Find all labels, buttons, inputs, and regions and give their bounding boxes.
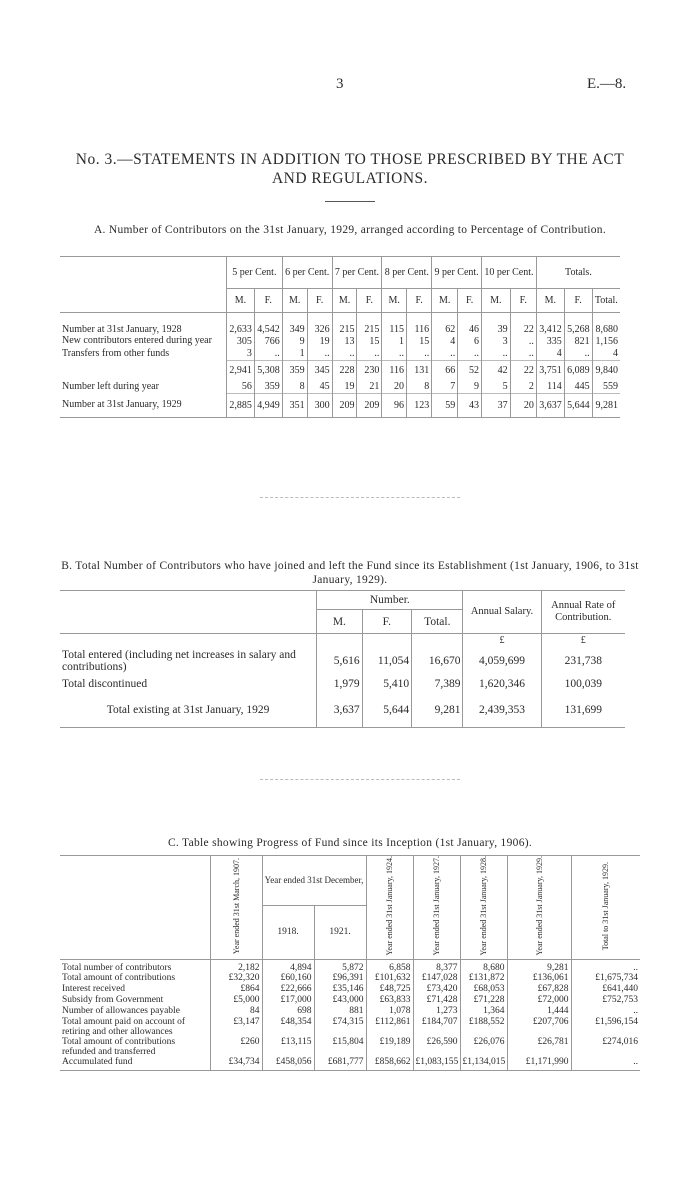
percentage-group-header: 10 per Cent. xyxy=(482,257,537,289)
row-label: Number of allowances payable xyxy=(62,1005,180,1016)
cell: £26,781 xyxy=(507,1037,571,1057)
cell: 1,156 xyxy=(592,335,620,348)
cell: 209 xyxy=(357,394,382,418)
cell: 8,680 xyxy=(460,959,507,973)
row-label: Number at 31st January, 1929 xyxy=(60,394,227,418)
cell: 66 xyxy=(432,361,458,381)
col-1929-text: Year ended 31st January, 1929. xyxy=(534,856,544,956)
cell: 305 xyxy=(227,335,255,348)
cell: £67,828 xyxy=(507,984,571,995)
cell: £26,076 xyxy=(460,1037,507,1057)
col-total-header xyxy=(571,856,640,960)
row-label: New contributors entered during year xyxy=(62,335,212,346)
title-divider xyxy=(325,201,375,202)
cell: £32,320 xyxy=(210,973,262,984)
cell: £1,675,734 xyxy=(571,973,640,984)
section-b-table-wrap xyxy=(60,590,625,728)
cell: 5,872 xyxy=(314,959,366,973)
sub-header: F. xyxy=(564,289,592,313)
col-total-text: Total to 31st January, 1929. xyxy=(601,861,611,950)
cell: 326 xyxy=(307,313,332,335)
cell: 359 xyxy=(282,361,307,381)
cell: 1 xyxy=(382,335,407,348)
cell: .. xyxy=(432,348,458,361)
cell: £112,861 xyxy=(366,1017,413,1037)
cell: £63,833 xyxy=(366,995,413,1006)
cell: 5 xyxy=(482,381,511,394)
cell: 115 xyxy=(382,313,407,335)
col-1918-header: 1918. xyxy=(262,905,314,959)
row-label: Total number of contributors xyxy=(60,959,210,973)
cell: £188,552 xyxy=(460,1017,507,1037)
cell: 698 xyxy=(262,1006,314,1017)
cell: £74,315 xyxy=(314,1017,366,1037)
cell: £1,134,015 xyxy=(460,1057,507,1071)
cell: 45 xyxy=(307,381,332,394)
cell: 4,894 xyxy=(262,959,314,973)
sub-header: M. xyxy=(432,289,458,313)
cell: 4 xyxy=(536,348,564,361)
cell: 100,039 xyxy=(541,674,625,694)
sub-header: F. xyxy=(254,289,282,313)
col-1928-text: Year ended 31st January, 1928. xyxy=(479,856,489,956)
cell: .. xyxy=(510,348,536,361)
cell: £60,160 xyxy=(262,973,314,984)
cell: 15 xyxy=(357,335,382,348)
cell: 1,979 xyxy=(317,674,362,694)
cell: 114 xyxy=(536,381,564,394)
table-row xyxy=(60,984,640,995)
cell: 16,670 xyxy=(412,648,463,674)
cell: £3,147 xyxy=(210,1017,262,1037)
cell: 20 xyxy=(510,394,536,418)
rate-unit: £ xyxy=(541,634,625,648)
document-code: E.—8. xyxy=(587,76,627,92)
total-header: Total. xyxy=(412,610,463,634)
cell: 4,059,699 xyxy=(463,648,541,674)
cell: £458,056 xyxy=(262,1057,314,1071)
cell: 62 xyxy=(432,313,458,335)
cell: £15,804 xyxy=(314,1037,366,1057)
cell: 21 xyxy=(357,381,382,394)
table-row xyxy=(60,1057,640,1071)
cell: 39 xyxy=(482,313,511,335)
sub-header: M. xyxy=(382,289,407,313)
divider xyxy=(260,497,460,498)
percentage-group-header: 9 per Cent. xyxy=(432,257,482,289)
cell: £858,662 xyxy=(366,1057,413,1071)
cell: 1 xyxy=(282,348,307,361)
cell: £68,053 xyxy=(460,984,507,995)
cell: 2,633 xyxy=(227,313,255,335)
cell: 9 xyxy=(458,381,482,394)
cell: 8 xyxy=(282,381,307,394)
cell: £1,083,155 xyxy=(413,1057,460,1071)
page-title: No. 3.—STATEMENTS IN ADDITION TO THOSE PRESCRIBED BY THE ACT AND REGULATIONS. xyxy=(75,151,625,187)
row-label: Accumulated fund xyxy=(60,1057,210,1071)
table-row xyxy=(60,674,625,694)
section-c-table xyxy=(60,855,640,1071)
sub-header: F. xyxy=(357,289,382,313)
cell: £260 xyxy=(210,1037,262,1057)
row-label: Subsidy from Government xyxy=(62,994,164,1005)
cell: £1,171,990 xyxy=(507,1057,571,1071)
cell: 3 xyxy=(227,348,255,361)
percentage-group-header: 8 per Cent. xyxy=(382,257,432,289)
section-a-heading: A. Number of Contributors on the 31st January, 1929, arranged according to Percentage of Contribution. xyxy=(93,224,607,236)
row-label: Number at 31st January, 1928 xyxy=(60,313,227,335)
cell: 131 xyxy=(407,361,432,381)
col-1928-header xyxy=(460,856,507,960)
cell: .. xyxy=(332,348,357,361)
table-row xyxy=(60,313,620,335)
cell: £5,000 xyxy=(210,995,262,1006)
col-1907-text: Year ended 31st March, 1907. xyxy=(231,857,241,954)
cell: 6 xyxy=(458,335,482,348)
cell: 228 xyxy=(332,361,357,381)
cell: 2,439,353 xyxy=(463,694,541,728)
table-row xyxy=(60,1017,640,1037)
cell: 209 xyxy=(332,394,357,418)
cell: £34,734 xyxy=(210,1057,262,1071)
cell: £136,061 xyxy=(507,973,571,984)
cell: 96 xyxy=(382,394,407,418)
cell: 7,389 xyxy=(412,674,463,694)
section-c-table-wrap xyxy=(60,855,640,1071)
cell: 52 xyxy=(458,361,482,381)
annual-rate-header: Annual Rate of Contribution. xyxy=(541,591,625,634)
col-1924-text: Year ended 31st January, 1924. xyxy=(385,856,395,956)
sub-header: M. xyxy=(282,289,307,313)
percentage-group-header: Totals. xyxy=(536,257,620,289)
cell: .. xyxy=(482,348,511,361)
table-row xyxy=(60,1037,640,1057)
cell: £19,189 xyxy=(366,1037,413,1057)
m-header: M. xyxy=(317,610,362,634)
section-c-heading: C. Table showing Progress of Fund since its Inception (1st January, 1906). xyxy=(167,837,533,849)
col-1927-header xyxy=(413,856,460,960)
cell: £274,016 xyxy=(571,1037,640,1057)
section-a-label-header xyxy=(60,257,227,313)
cell: 766 xyxy=(254,335,282,348)
cell: 345 xyxy=(307,361,332,381)
cell: £101,632 xyxy=(366,973,413,984)
cell: 230 xyxy=(357,361,382,381)
cell: 9,281 xyxy=(507,959,571,973)
cell: 123 xyxy=(407,394,432,418)
cell: 231,738 xyxy=(541,648,625,674)
cell: 3,751 xyxy=(536,361,564,381)
cell: 2,885 xyxy=(227,394,255,418)
section-b-heading: B. Total Number of Contributors who have joined and left the Fund since its Establishment (1st January, 1906, to 31st January, 1929). xyxy=(61,560,639,586)
cell: 5,268 xyxy=(564,313,592,335)
sub-header: F. xyxy=(458,289,482,313)
cell: 5,308 xyxy=(254,361,282,381)
cell: .. xyxy=(571,959,640,973)
table-row xyxy=(60,959,640,973)
cell: 6,089 xyxy=(564,361,592,381)
cell: 359 xyxy=(254,381,282,394)
cell: 5,616 xyxy=(317,648,362,674)
cell: £35,146 xyxy=(314,984,366,995)
unit-row xyxy=(60,634,317,648)
f-header: F. xyxy=(362,610,412,634)
cell: 300 xyxy=(307,394,332,418)
cell: 335 xyxy=(536,335,564,348)
cell: £48,725 xyxy=(366,984,413,995)
annual-salary-header: Annual Salary. xyxy=(463,591,541,634)
cell: 13 xyxy=(332,335,357,348)
cell: £71,228 xyxy=(460,995,507,1006)
salary-unit: £ xyxy=(463,634,541,648)
col-1929-header xyxy=(507,856,571,960)
cell: 215 xyxy=(357,313,382,335)
cell: 351 xyxy=(282,394,307,418)
cell: 84 xyxy=(210,1006,262,1017)
cell: £48,354 xyxy=(262,1017,314,1037)
table-row xyxy=(60,394,620,418)
cell: 6,858 xyxy=(366,959,413,973)
cell: 9 xyxy=(282,335,307,348)
divider xyxy=(260,779,460,780)
cell: 59 xyxy=(432,394,458,418)
cell: 2 xyxy=(510,381,536,394)
percentage-group-header: 6 per Cent. xyxy=(282,257,332,289)
cell: £641,440 xyxy=(571,984,640,995)
table-row xyxy=(60,694,625,728)
cell: 1,444 xyxy=(507,1006,571,1017)
cell: 19 xyxy=(307,335,332,348)
table-row xyxy=(60,361,620,381)
cell: 43 xyxy=(458,394,482,418)
cell: 7 xyxy=(432,381,458,394)
table-row xyxy=(60,995,640,1006)
cell: .. xyxy=(458,348,482,361)
cell: 445 xyxy=(564,381,592,394)
cell: .. xyxy=(382,348,407,361)
cell: £681,777 xyxy=(314,1057,366,1071)
cell: .. xyxy=(571,1057,640,1071)
cell: 4,949 xyxy=(254,394,282,418)
cell: £131,872 xyxy=(460,973,507,984)
cell: .. xyxy=(571,1006,640,1017)
cell: 22 xyxy=(510,313,536,335)
cell: .. xyxy=(307,348,332,361)
cell: £752,753 xyxy=(571,995,640,1006)
row-label: Total amount paid on account of retiring and other allowances xyxy=(62,1016,186,1037)
cell: 4 xyxy=(432,335,458,348)
cell: 2,941 xyxy=(227,361,255,381)
table-row xyxy=(60,348,620,361)
cell: 46 xyxy=(458,313,482,335)
cell: 8 xyxy=(407,381,432,394)
row-label xyxy=(60,361,227,381)
col-dec-group-header: Year ended 31st December, xyxy=(262,856,366,906)
row-label: Transfers from other funds xyxy=(62,348,170,359)
sub-header: F. xyxy=(307,289,332,313)
cell: 5,644 xyxy=(362,694,412,728)
cell: 215 xyxy=(332,313,357,335)
cell: £43,000 xyxy=(314,995,366,1006)
col-1927-text: Year ended 31st January, 1927. xyxy=(432,856,442,956)
cell: 1,364 xyxy=(460,1006,507,1017)
cell: 4,542 xyxy=(254,313,282,335)
cell: £96,391 xyxy=(314,973,366,984)
table-row xyxy=(60,335,620,348)
row-label: Interest received xyxy=(62,983,126,994)
section-a-table xyxy=(60,256,620,418)
cell: £72,000 xyxy=(507,995,571,1006)
section-c-label-header xyxy=(60,856,210,960)
cell: 1,620,346 xyxy=(463,674,541,694)
cell: 821 xyxy=(564,335,592,348)
cell: 3 xyxy=(482,335,511,348)
cell: 56 xyxy=(227,381,255,394)
percentage-group-header: 5 per Cent. xyxy=(227,257,283,289)
number-header: Number. xyxy=(317,591,463,610)
cell: 3,637 xyxy=(317,694,362,728)
cell: £26,590 xyxy=(413,1037,460,1057)
cell: £13,115 xyxy=(262,1037,314,1057)
cell: £17,000 xyxy=(262,995,314,1006)
row-label: Total amount of contributions xyxy=(62,972,176,983)
cell: 22 xyxy=(510,361,536,381)
cell: 19 xyxy=(332,381,357,394)
table-row xyxy=(60,1006,640,1017)
sub-header: F. xyxy=(407,289,432,313)
cell: 116 xyxy=(407,313,432,335)
cell: 5,410 xyxy=(362,674,412,694)
cell: .. xyxy=(357,348,382,361)
cell: 9,281 xyxy=(412,694,463,728)
row-label: Total existing at 31st January, 1929 xyxy=(60,694,317,728)
page-number: 3 xyxy=(336,76,344,92)
row-label: Number left during year xyxy=(62,381,159,392)
cell: 15 xyxy=(407,335,432,348)
percentage-group-header: 7 per Cent. xyxy=(332,257,382,289)
cell: £73,420 xyxy=(413,984,460,995)
cell: 131,699 xyxy=(541,694,625,728)
cell: 3,412 xyxy=(536,313,564,335)
sub-header: M. xyxy=(482,289,511,313)
cell: 37 xyxy=(482,394,511,418)
row-label: Total entered (including net increases in salary and contributions) xyxy=(62,648,296,673)
cell: .. xyxy=(564,348,592,361)
col-1921-header: 1921. xyxy=(314,905,366,959)
cell: £147,028 xyxy=(413,973,460,984)
cell: £207,706 xyxy=(507,1017,571,1037)
cell: £184,707 xyxy=(413,1017,460,1037)
cell: .. xyxy=(510,335,536,348)
table-row xyxy=(60,381,620,394)
row-label: Total amount of contributions refunded and transferred xyxy=(62,1036,176,1057)
cell: 9,281 xyxy=(592,394,620,418)
cell: 116 xyxy=(382,361,407,381)
cell: .. xyxy=(407,348,432,361)
sub-header: M. xyxy=(332,289,357,313)
section-b-label-header xyxy=(60,591,317,634)
cell: £71,428 xyxy=(413,995,460,1006)
cell: 881 xyxy=(314,1006,366,1017)
cell: 42 xyxy=(482,361,511,381)
table-row xyxy=(60,648,625,674)
cell: £22,666 xyxy=(262,984,314,995)
col-1924-header xyxy=(366,856,413,960)
cell: 1,273 xyxy=(413,1006,460,1017)
cell: 8,680 xyxy=(592,313,620,335)
cell: 8,377 xyxy=(413,959,460,973)
cell: 5,644 xyxy=(564,394,592,418)
sub-header: F. xyxy=(510,289,536,313)
cell: 20 xyxy=(382,381,407,394)
cell: 9,840 xyxy=(592,361,620,381)
cell: 559 xyxy=(592,381,620,394)
cell: £864 xyxy=(210,984,262,995)
cell: £1,596,154 xyxy=(571,1017,640,1037)
cell: 1,078 xyxy=(366,1006,413,1017)
table-row xyxy=(60,973,640,984)
section-a-table-wrap xyxy=(60,256,620,418)
cell: 11,054 xyxy=(362,648,412,674)
section-b-table xyxy=(60,590,625,728)
cell: 349 xyxy=(282,313,307,335)
col-1907-header xyxy=(210,856,262,960)
cell: .. xyxy=(254,348,282,361)
sub-header: M. xyxy=(536,289,564,313)
cell: 2,182 xyxy=(210,959,262,973)
row-label: Total discontinued xyxy=(62,677,148,690)
cell: 4 xyxy=(592,348,620,361)
cell: 3,637 xyxy=(536,394,564,418)
sub-header: M. xyxy=(227,289,255,313)
sub-header: Total. xyxy=(592,289,620,313)
